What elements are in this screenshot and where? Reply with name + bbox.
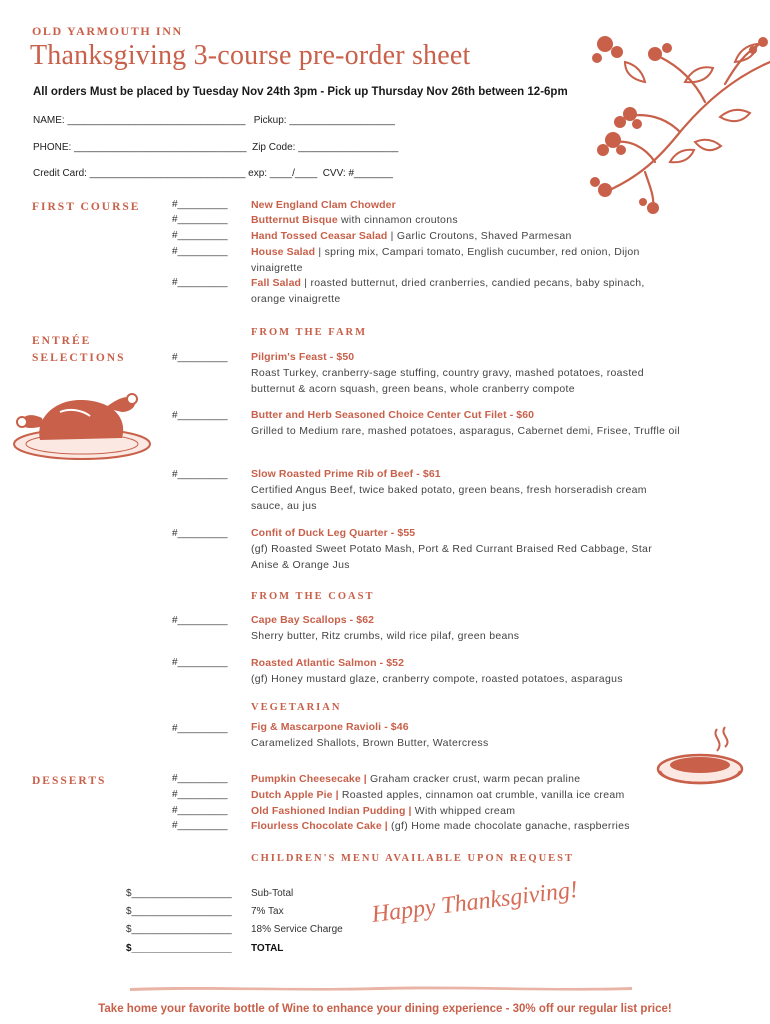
from-the-coast-heading: FROM THE COAST <box>251 591 375 602</box>
qty-blank[interactable]: #_________ <box>172 214 228 225</box>
menu-item-filet: Butter and Herb Seasoned Choice Center Cut Filet - $60 Grilled to Medium rare, mashed potatoes, asparagus, Cabernet demi, Frisee, Truffle oil <box>251 409 680 437</box>
entree-label: ENTRÉE SELECTIONS <box>32 335 126 364</box>
qty-blank[interactable]: #_________ <box>172 723 228 734</box>
brush-divider <box>130 984 632 992</box>
menu-item-chocolate-cake: Flourless Chocolate Cake | (gf) Home made chocolate ganache, raspberries <box>251 820 630 832</box>
branch-illustration-icon <box>585 22 770 217</box>
restaurant-name: OLD YARMOUTH INN <box>32 24 183 38</box>
qty-blank[interactable]: #_________ <box>172 789 228 800</box>
qty-blank[interactable]: #_________ <box>172 230 228 241</box>
tax-label: 7% Tax <box>251 906 284 917</box>
turkey-platter-illustration-icon <box>10 388 155 463</box>
desserts-label: DESSERTS <box>32 775 107 787</box>
order-deadline-note: All orders Must be placed by Tuesday Nov 24th 3pm - Pick up Thursday Nov 26th between 12-6pm <box>33 86 568 98</box>
qty-blank[interactable]: #_________ <box>172 469 228 480</box>
qty-blank[interactable]: #_________ <box>172 773 228 784</box>
qty-blank[interactable]: #_________ <box>172 528 228 539</box>
qty-blank[interactable]: #_________ <box>172 352 228 363</box>
qty-blank[interactable]: #_________ <box>172 199 228 210</box>
menu-item-pumpkin-cheesecake: Pumpkin Cheesecake | Graham cracker crust, warm pecan praline <box>251 773 581 785</box>
qty-blank[interactable]: #_________ <box>172 657 228 668</box>
vegetarian-heading: VEGETARIAN <box>251 702 342 713</box>
menu-item-house-salad: House Salad | spring mix, Campari tomato, English cucumber, red onion, Dijon vinaigrette <box>251 246 640 274</box>
happy-thanksgiving-script: Happy Thanksgiving! <box>370 876 580 928</box>
qty-blank[interactable]: #_________ <box>172 246 228 257</box>
menu-item-ravioli: Fig & Mascarpone Ravioli - $46 Caramelized Shallots, Brown Butter, Watercress <box>251 721 489 749</box>
childrens-menu-note: CHILDREN'S MENU AVAILABLE UPON REQUEST <box>251 853 575 864</box>
from-the-farm-heading: FROM THE FARM <box>251 327 368 338</box>
menu-item-duck-confit: Confit of Duck Leg Quarter - $55 (gf) Roasted Sweet Potato Mash, Port & Red Currant Braised Red Cabbage, Star Anise & Orange Jus <box>251 527 652 571</box>
service-charge-label: 18% Service Charge <box>251 924 343 935</box>
menu-item-scallops: Cape Bay Scallops - $62 Sherry butter, Ritz crumbs, wild rice pilaf, green beans <box>251 614 520 642</box>
service-charge-amount-field[interactable]: $__________________ <box>126 924 232 935</box>
subtotal-amount-field[interactable]: $__________________ <box>126 888 232 899</box>
page-title: Thanksgiving 3-course pre-order sheet <box>30 40 471 71</box>
total-label: TOTAL <box>251 943 284 954</box>
credit-card-field[interactable]: Credit Card: ____________________________ exp: ____/____ CVV: #_______ <box>33 168 393 179</box>
first-course-label: FIRST COURSE <box>32 201 141 213</box>
menu-item-fall-salad: Fall Salad | roasted butternut, dried cranberries, candied pecans, baby spinach, orange vinaigrette <box>251 277 645 305</box>
menu-item-butternut-bisque: Butternut Bisque with cinnamon croutons <box>251 214 458 226</box>
tax-amount-field[interactable]: $__________________ <box>126 906 232 917</box>
total-amount-field[interactable]: $__________________ <box>126 943 232 954</box>
menu-item-indian-pudding: Old Fashioned Indian Pudding | With whipped cream <box>251 805 516 817</box>
qty-blank[interactable]: #_________ <box>172 820 228 831</box>
name-pickup-field[interactable]: NAME: ________________________________ Pickup: ___________________ <box>33 115 395 126</box>
subtotal-label: Sub-Total <box>251 888 294 899</box>
menu-item-salmon: Roasted Atlantic Salmon - $52 (gf) Honey mustard glaze, cranberry compote, roasted potatoes, asparagus <box>251 657 623 685</box>
phone-zip-field[interactable]: PHONE: _______________________________ Zip Code: __________________ <box>33 142 399 153</box>
menu-item-prime-rib: Slow Roasted Prime Rib of Beef - $61 Certified Angus Beef, twice baked potato, green beans, fresh horseradish cream sauce, au jus <box>251 468 647 512</box>
menu-item-clam-chowder: New England Clam Chowder <box>251 199 396 211</box>
qty-blank[interactable]: #_________ <box>172 410 228 421</box>
qty-blank[interactable]: #_________ <box>172 805 228 816</box>
qty-blank[interactable]: #_________ <box>172 277 228 288</box>
wine-promo-footer: Take home your favorite bottle of Wine to enhance your dining experience - 30% off our regular list price! <box>98 1003 672 1015</box>
qty-blank[interactable]: #_________ <box>172 615 228 626</box>
menu-item-caesar-salad: Hand Tossed Ceasar Salad | Garlic Croutons, Shaved Parmesan <box>251 230 572 242</box>
menu-item-pilgrims-feast: Pilgrim's Feast - $50 Roast Turkey, cranberry-sage stuffing, country gravy, mashed potatoes, roasted butternut & acorn squash, green beans, whole cranberry compote <box>251 351 644 395</box>
menu-item-apple-pie: Dutch Apple Pie | Roasted apples, cinnamon oat crumble, vanilla ice cream <box>251 789 625 801</box>
